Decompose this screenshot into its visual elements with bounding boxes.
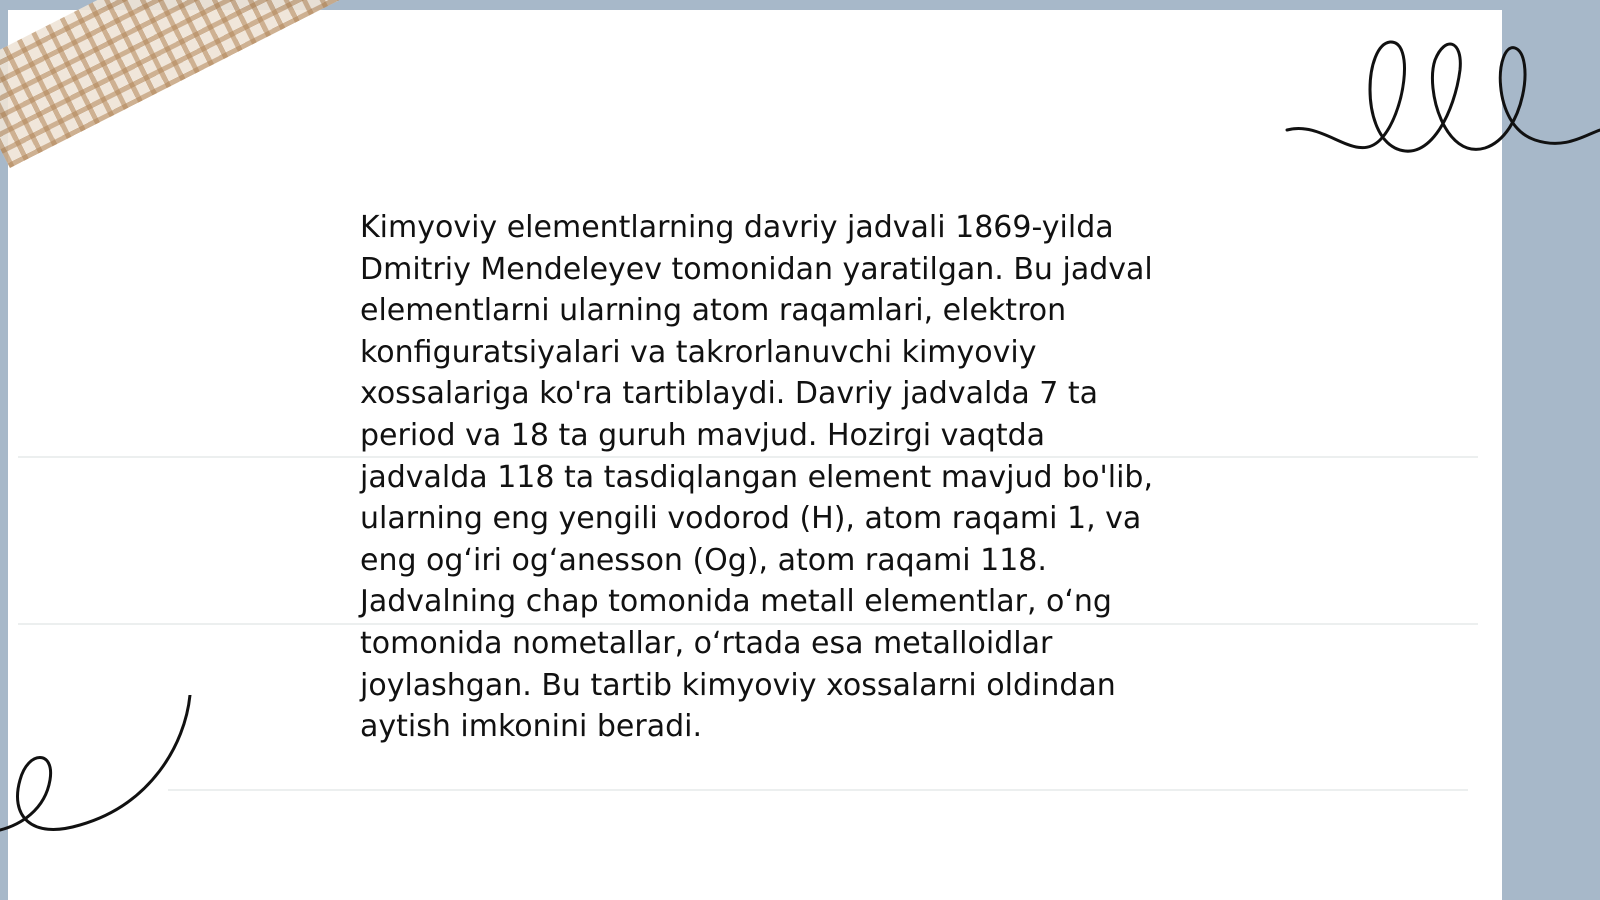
body-paragraph: Kimyoviy elementlarning davriy jadvali 1869-yilda Dmitriy Mendeleyev tomonidan yaratilgan. Bu jadval elementlarni ularning atom raqamlari, elektron konfiguratsiyalari va takrorlanuvchi kimyoviy xossalariga ko'ra tartiblaydi. Davriy jadvalda 7 ta period va 18 ta guruh mavjud. Hozirgi vaqtda jadvalda 118 ta tasdiqlangan element mavjud bo'lib, ularning eng yengili vodorod (H), atom raqami 1, va eng og‘iri og‘anesson (Og), atom raqami 118. Jadvalning chap tomonida metall elementlar, o‘ng tomonida nometallar, o‘rtada esa metalloidlar joylashgan. Bu tartib kimyoviy xossalarni oldindan aytish imkonini beradi. xyxy=(360,210,1154,745)
loop-doodle-icon xyxy=(1285,30,1600,170)
paper-rule-line xyxy=(168,789,1468,791)
swirl-doodle-icon xyxy=(0,695,200,845)
